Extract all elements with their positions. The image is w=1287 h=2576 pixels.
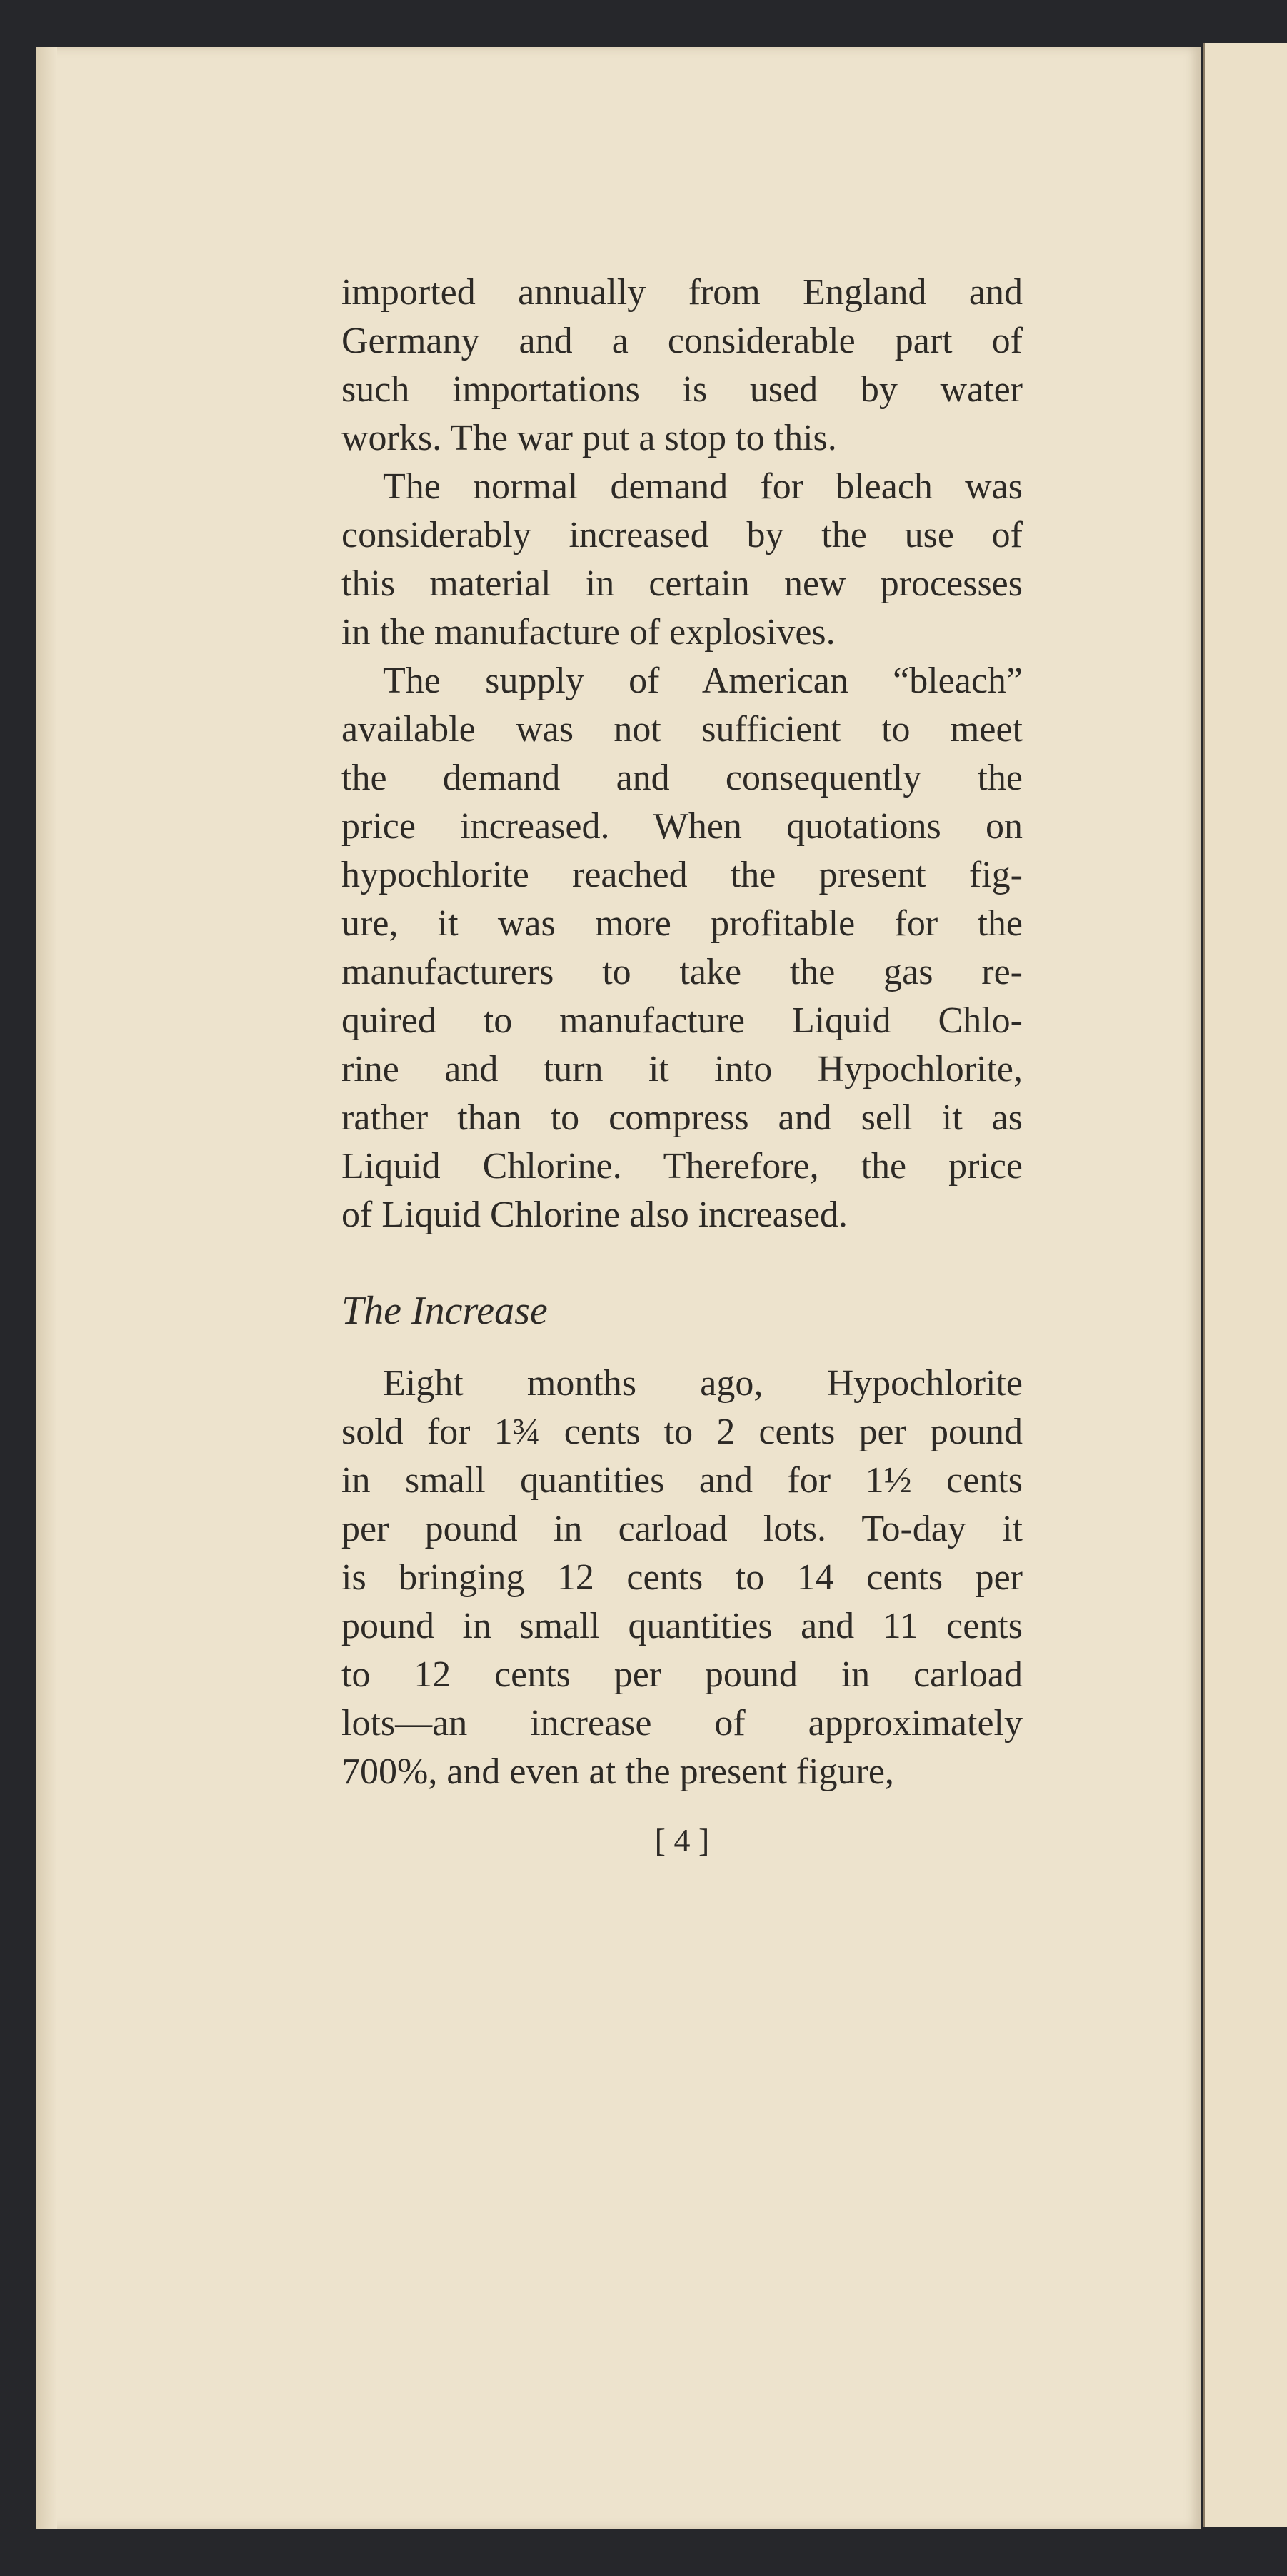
text-line: imported annually from England and: [341, 272, 1023, 313]
paragraph: [341, 657, 1023, 1239]
text-line: per pound in carload lots. To-day it: [341, 1509, 1023, 1549]
text-line: this material in certain new processes: [341, 563, 1023, 604]
text-line: works. The war put a stop to this.: [341, 418, 837, 458]
text-line: The supply of American “bleach”: [383, 660, 1023, 701]
text-line: to 12 cents per pound in carload: [341, 1654, 1023, 1695]
text-line: Germany and a considerable part of: [341, 321, 1023, 361]
paragraph: [341, 268, 1023, 463]
text-line: in the manufacture of explosives.: [341, 612, 836, 653]
text-column: [341, 268, 1023, 1865]
text-line: Eight months ago, Hypochlorite: [383, 1363, 1023, 1404]
text-line: available was not sufficient to meet: [341, 709, 1023, 750]
text-line: of Liquid Chlorine also increased.: [341, 1194, 848, 1235]
text-line: price increased. When quotations on: [341, 806, 1023, 847]
text-line: is bringing 12 cents to 14 cents per: [341, 1557, 1023, 1598]
body-text: [341, 268, 1023, 1239]
text-line: quired to manufacture Liquid Chlo-: [341, 1000, 1023, 1041]
text-line: 700%, and even at the present figure,: [341, 1751, 894, 1792]
text-line: Liquid Chlorine. Therefore, the price: [341, 1146, 1023, 1187]
section-heading: The Increase: [341, 1289, 548, 1333]
page-edge: [36, 47, 57, 2529]
text-line: rather than to compress and sell it as: [341, 1097, 1023, 1138]
text-line: such importations is used by water: [341, 369, 1023, 410]
text-line: lots—an increase of approximately: [341, 1703, 1023, 1744]
text-line: The normal demand for bleach was: [383, 466, 1023, 507]
text-line: manufacturers to take the gas re-: [341, 952, 1023, 992]
text-line: ure, it was more profitable for the: [341, 903, 1023, 944]
text-line: the demand and consequently the: [341, 758, 1023, 798]
text-line: hypochlorite reached the present fig-: [341, 855, 1023, 895]
text-line: sold for 1¾ cents to 2 cents per pound: [341, 1412, 1023, 1452]
text-line: rine and turn it into Hypochlorite,: [341, 1049, 1023, 1090]
text-line: considerably increased by the use of: [341, 515, 1023, 555]
page-number: [ 4 ]: [654, 1822, 710, 1858]
increase-paragraph: [341, 1359, 1023, 1796]
facing-page-edge: [1203, 43, 1287, 2527]
text-line: in small quantities and for 1½ cents: [341, 1460, 1023, 1501]
text-line: pound in small quantities and 11 cents: [341, 1606, 1023, 1646]
paragraph: [341, 463, 1023, 657]
